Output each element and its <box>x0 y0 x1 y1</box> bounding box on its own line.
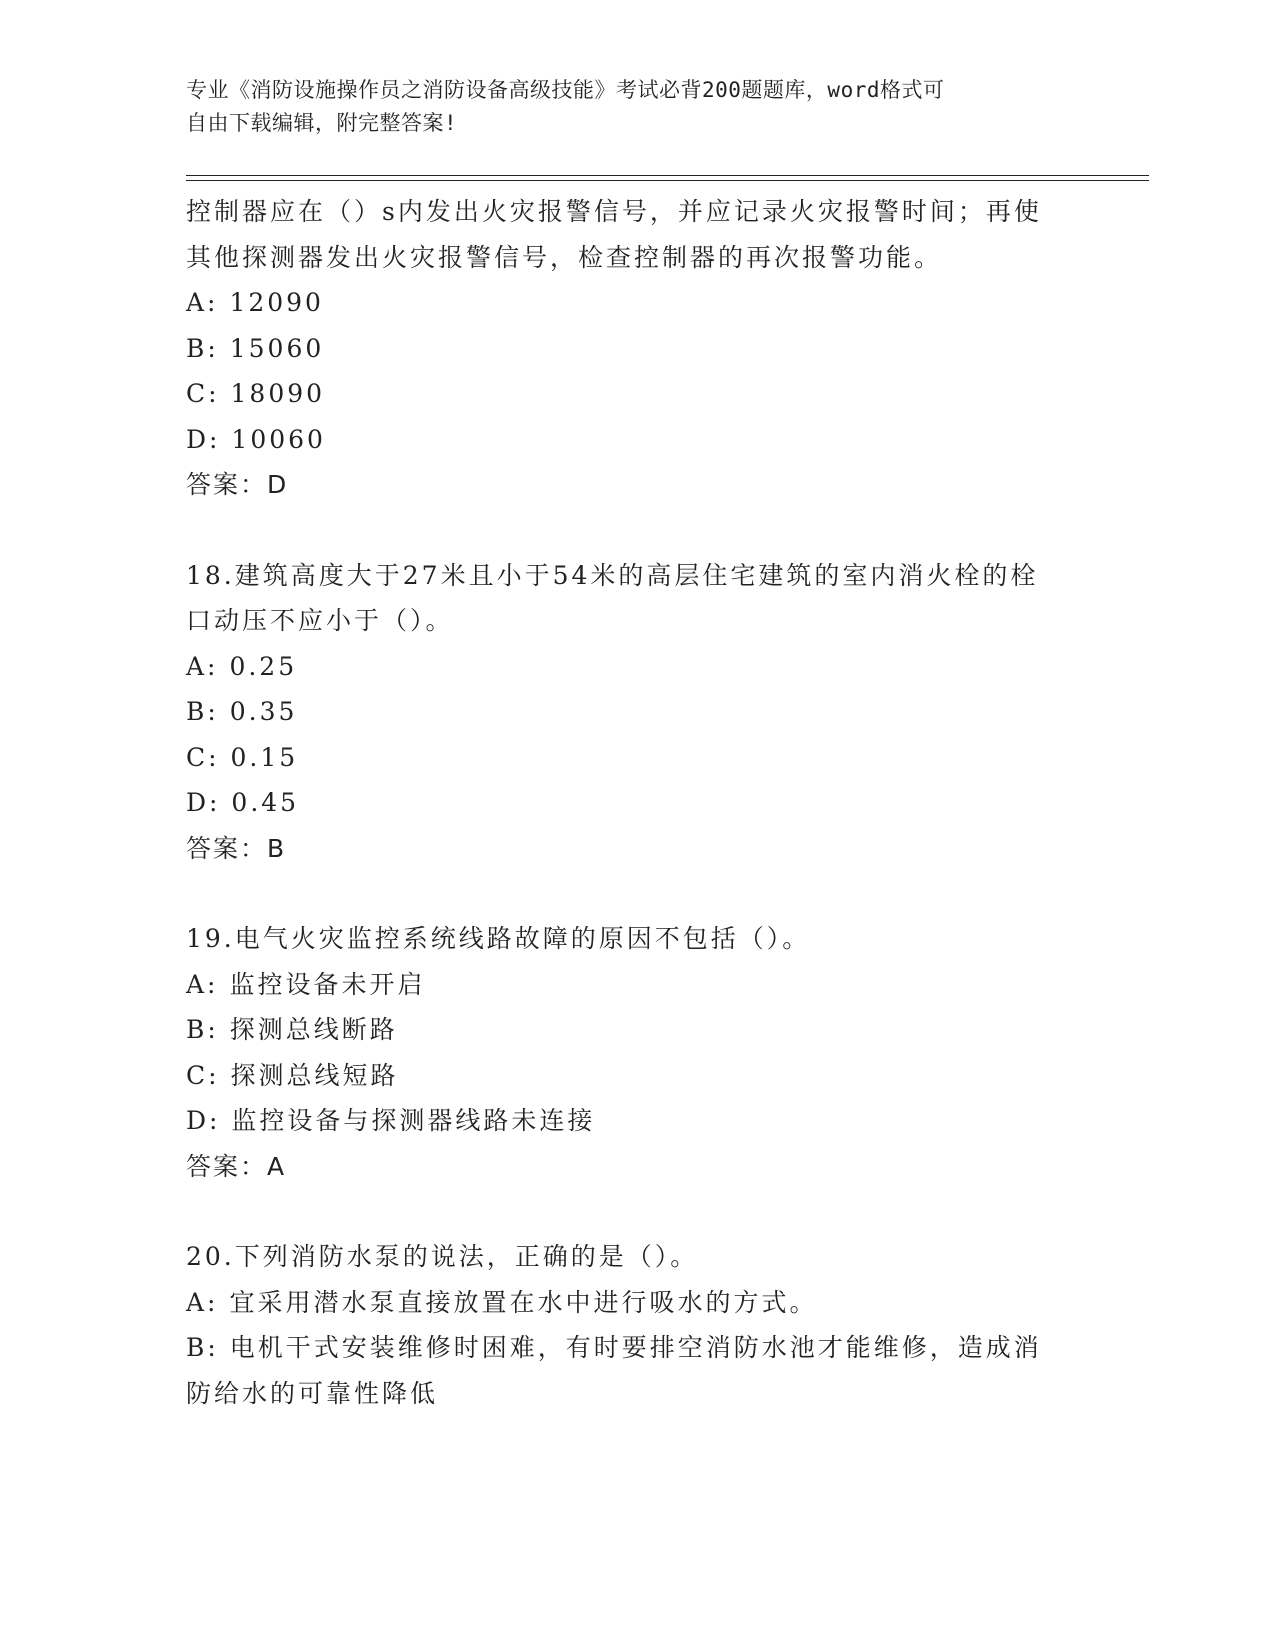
option-label: C: <box>186 1060 220 1090</box>
option-label: D: <box>186 788 221 817</box>
question-text-line: 其他探测器发出火灾报警信号，检查控制器的再次报警功能。 <box>186 242 943 272</box>
option-c <box>186 1053 1066 1099</box>
option-a <box>186 280 1066 326</box>
question-20 <box>186 1234 1066 1416</box>
answer: 答案：D <box>186 470 289 499</box>
question-text-line: 19.电气火灾监控系统线路故障的原因不包括（）。 <box>186 924 811 953</box>
option-text: 监控设备与探测器线路未连接 <box>231 1106 596 1135</box>
option-text: 0.25 <box>229 651 298 681</box>
header-divider-bottom <box>186 180 1149 181</box>
option-label: B: <box>186 1015 219 1044</box>
question-text-line: 20.下列消防水泵的说法，正确的是（）。 <box>186 1242 699 1271</box>
question-list <box>186 189 1066 1416</box>
option-text: 探测总线断路 <box>229 1015 398 1044</box>
option-text: 15060 <box>229 333 325 363</box>
option-text: 10060 <box>231 424 326 454</box>
option-b-continuation: 防给水的可靠性降低 <box>186 1378 439 1408</box>
option-text: 12090 <box>229 288 324 317</box>
option-a <box>186 962 1066 1008</box>
option-d <box>186 1098 1066 1144</box>
question-17 <box>186 189 1066 508</box>
option-text: 0.15 <box>230 742 299 772</box>
option-c <box>186 371 1066 417</box>
option-text: 0.45 <box>231 788 300 817</box>
option-text: 监控设备未开启 <box>229 969 426 999</box>
option-text: 探测总线短路 <box>230 1060 399 1090</box>
option-d <box>186 417 1066 463</box>
header-line-2: 自由下载编辑，附完整答案! <box>186 111 458 135</box>
option-label: B: <box>186 333 219 363</box>
option-a <box>186 644 1066 690</box>
option-b <box>186 326 1066 372</box>
header-divider-top <box>186 175 1149 176</box>
question-text-line: 口动压不应小于（）。 <box>186 606 454 635</box>
option-text: 宜采用潜水泵直接放置在水中进行吸水的方式。 <box>229 1287 818 1317</box>
question-18 <box>186 553 1066 872</box>
header-line-1: 专业《消防设施操作员之消防设备高级技能》考试必背200题题库，word格式可 <box>186 78 945 102</box>
option-text: 电机干式安装维修时困难，有时要排空消防水池才能维修，造成消 <box>229 1333 1042 1362</box>
option-c <box>186 735 1066 781</box>
option-b <box>186 1007 1066 1053</box>
answer: 答案：B <box>186 833 287 863</box>
option-label: A: <box>186 288 219 317</box>
option-a <box>186 1280 1066 1326</box>
option-label: C: <box>186 742 220 772</box>
option-label: D: <box>186 1106 221 1135</box>
document-header <box>186 74 1066 140</box>
option-label: A: <box>186 969 219 999</box>
option-d <box>186 780 1066 826</box>
option-label: C: <box>186 379 220 408</box>
option-label: D: <box>186 424 221 454</box>
option-text: 18090 <box>230 379 326 408</box>
option-label: A: <box>186 651 219 681</box>
question-text-line: 控制器应在（）s内发出火灾报警信号，并应记录火灾报警时间；再使 <box>186 197 1042 226</box>
option-label: B: <box>186 1333 219 1362</box>
option-label: A: <box>186 1287 219 1317</box>
question-19 <box>186 916 1066 1189</box>
option-b <box>186 1325 1066 1371</box>
answer: 答案：A <box>186 1151 287 1181</box>
question-text-line: 18.建筑高度大于27米且小于54米的高层住宅建筑的室内消火栓的栓 <box>186 560 1039 590</box>
option-label: B: <box>186 697 219 726</box>
option-b <box>186 689 1066 735</box>
option-text: 0.35 <box>229 697 298 726</box>
